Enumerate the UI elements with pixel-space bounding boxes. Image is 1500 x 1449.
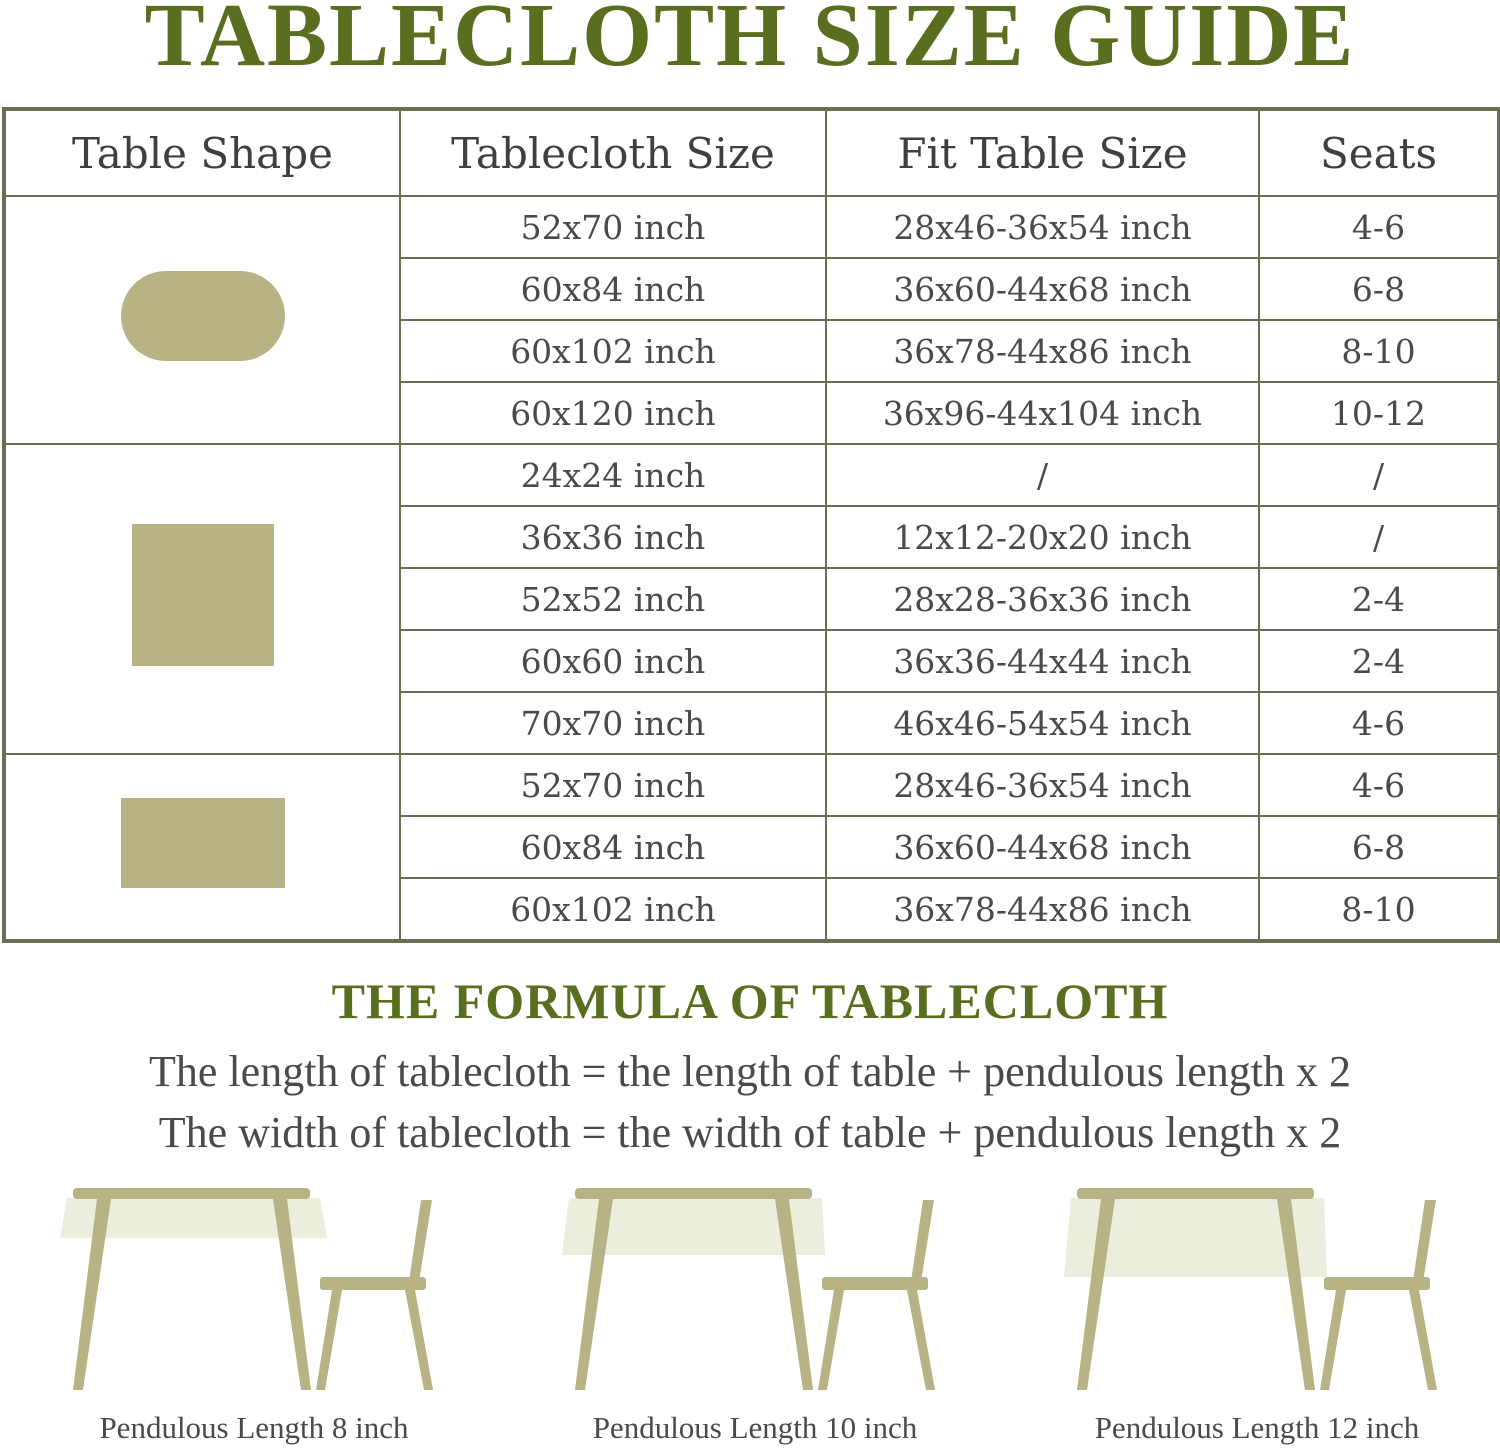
chair-leg — [405, 1290, 433, 1390]
chair-leg — [1409, 1290, 1437, 1390]
fit-table-size-cell: 36x78-44x86 inch — [826, 320, 1259, 382]
fit-table-size-cell: 36x36-44x44 inch — [826, 630, 1259, 692]
tablecloth-size-cell: 24x24 inch — [400, 444, 826, 506]
caption-12-inch: Pendulous Length 12 inch — [1094, 1410, 1420, 1445]
fit-table-size-cell: / — [826, 444, 1259, 506]
tablecloth-size-cell: 52x70 inch — [400, 754, 826, 816]
seats-cell: 4-6 — [1259, 754, 1499, 816]
fit-table-size-cell: 36x78-44x86 inch — [826, 878, 1259, 941]
chair-seat — [1324, 1277, 1430, 1290]
seats-cell: / — [1259, 506, 1499, 568]
seats-cell: 4-6 — [1259, 692, 1499, 754]
seats-cell: 8-10 — [1259, 320, 1499, 382]
seats-cell: 6-8 — [1259, 816, 1499, 878]
tablecloth-size-cell: 60x102 inch — [400, 878, 826, 941]
chair-back — [1412, 1200, 1436, 1288]
chair-seat — [320, 1277, 426, 1290]
tablecloth-size-cell: 60x84 inch — [400, 816, 826, 878]
header-seats: Seats — [1259, 109, 1499, 196]
square-table-icon — [132, 524, 274, 666]
formula-length-line: The length of tablecloth = the length of table + pendulous length x 2 — [149, 1047, 1351, 1096]
tablecloth-size-cell: 60x120 inch — [400, 382, 826, 444]
table-row — [4, 754, 1499, 816]
seats-cell: 6-8 — [1259, 258, 1499, 320]
fit-table-size-cell: 36x60-44x68 inch — [826, 258, 1259, 320]
chair-back — [408, 1200, 432, 1288]
tablecloth-size-cell: 52x70 inch — [400, 196, 826, 258]
formula-title: THE FORMULA OF TABLECLOTH — [331, 973, 1169, 1029]
seats-cell: 2-4 — [1259, 630, 1499, 692]
table-chair-illustration-8-inch — [55, 1180, 455, 1395]
fit-table-size-cell: 28x28-36x36 inch — [826, 568, 1259, 630]
fit-table-size-cell: 36x60-44x68 inch — [826, 816, 1259, 878]
page-title: TABLECLOTH SIZE GUIDE — [144, 0, 1356, 85]
shape-cell-oval — [4, 196, 400, 444]
seats-cell: 10-12 — [1259, 382, 1499, 444]
tablecloth-size-cell: 60x60 inch — [400, 630, 826, 692]
oval-table-icon — [121, 271, 285, 361]
table-row — [4, 196, 1499, 258]
chair-leg — [1320, 1290, 1346, 1390]
seats-cell: 8-10 — [1259, 878, 1499, 941]
table-chair-illustration-12-inch — [1059, 1180, 1459, 1395]
tablecloth-size-cell: 60x84 inch — [400, 258, 826, 320]
size-guide-table — [2, 107, 1500, 943]
chair-leg — [818, 1290, 844, 1390]
tablecloth-size-cell: 60x102 inch — [400, 320, 826, 382]
chair-seat — [822, 1277, 928, 1290]
seats-cell: / — [1259, 444, 1499, 506]
table-top — [73, 1188, 310, 1199]
tablecloth-size-cell: 52x52 inch — [400, 568, 826, 630]
shape-cell-square — [4, 444, 400, 754]
fit-table-size-cell: 28x46-36x54 inch — [826, 196, 1259, 258]
seats-cell: 4-6 — [1259, 196, 1499, 258]
caption-8-inch: Pendulous Length 8 inch — [99, 1410, 409, 1445]
header-fit-table-size: Fit Table Size — [826, 109, 1259, 196]
formula-width-line: The width of tablecloth = the width of table + pendulous length x 2 — [158, 1108, 1342, 1157]
tablecloth-size-cell: 36x36 inch — [400, 506, 826, 568]
table-chair-illustration-10-inch — [557, 1180, 957, 1395]
fit-table-size-cell: 12x12-20x20 inch — [826, 506, 1259, 568]
table-row — [4, 444, 1499, 506]
header-table-shape: Table Shape — [4, 109, 400, 196]
rectangle-table-icon — [121, 798, 285, 888]
chair-leg — [907, 1290, 935, 1390]
shape-cell-rectangle — [4, 754, 400, 941]
fit-table-size-cell: 28x46-36x54 inch — [826, 754, 1259, 816]
fit-table-size-cell: 46x46-54x54 inch — [826, 692, 1259, 754]
fit-table-size-cell: 36x96-44x104 inch — [826, 382, 1259, 444]
table-top — [1077, 1188, 1314, 1199]
chair-back — [910, 1200, 934, 1288]
tablecloth-size-cell: 70x70 inch — [400, 692, 826, 754]
chair-leg — [316, 1290, 342, 1390]
table-top — [575, 1188, 812, 1199]
table-header-row — [4, 109, 1499, 196]
header-tablecloth-size: Tablecloth Size — [400, 109, 826, 196]
caption-10-inch: Pendulous Length 10 inch — [592, 1410, 918, 1445]
seats-cell: 2-4 — [1259, 568, 1499, 630]
